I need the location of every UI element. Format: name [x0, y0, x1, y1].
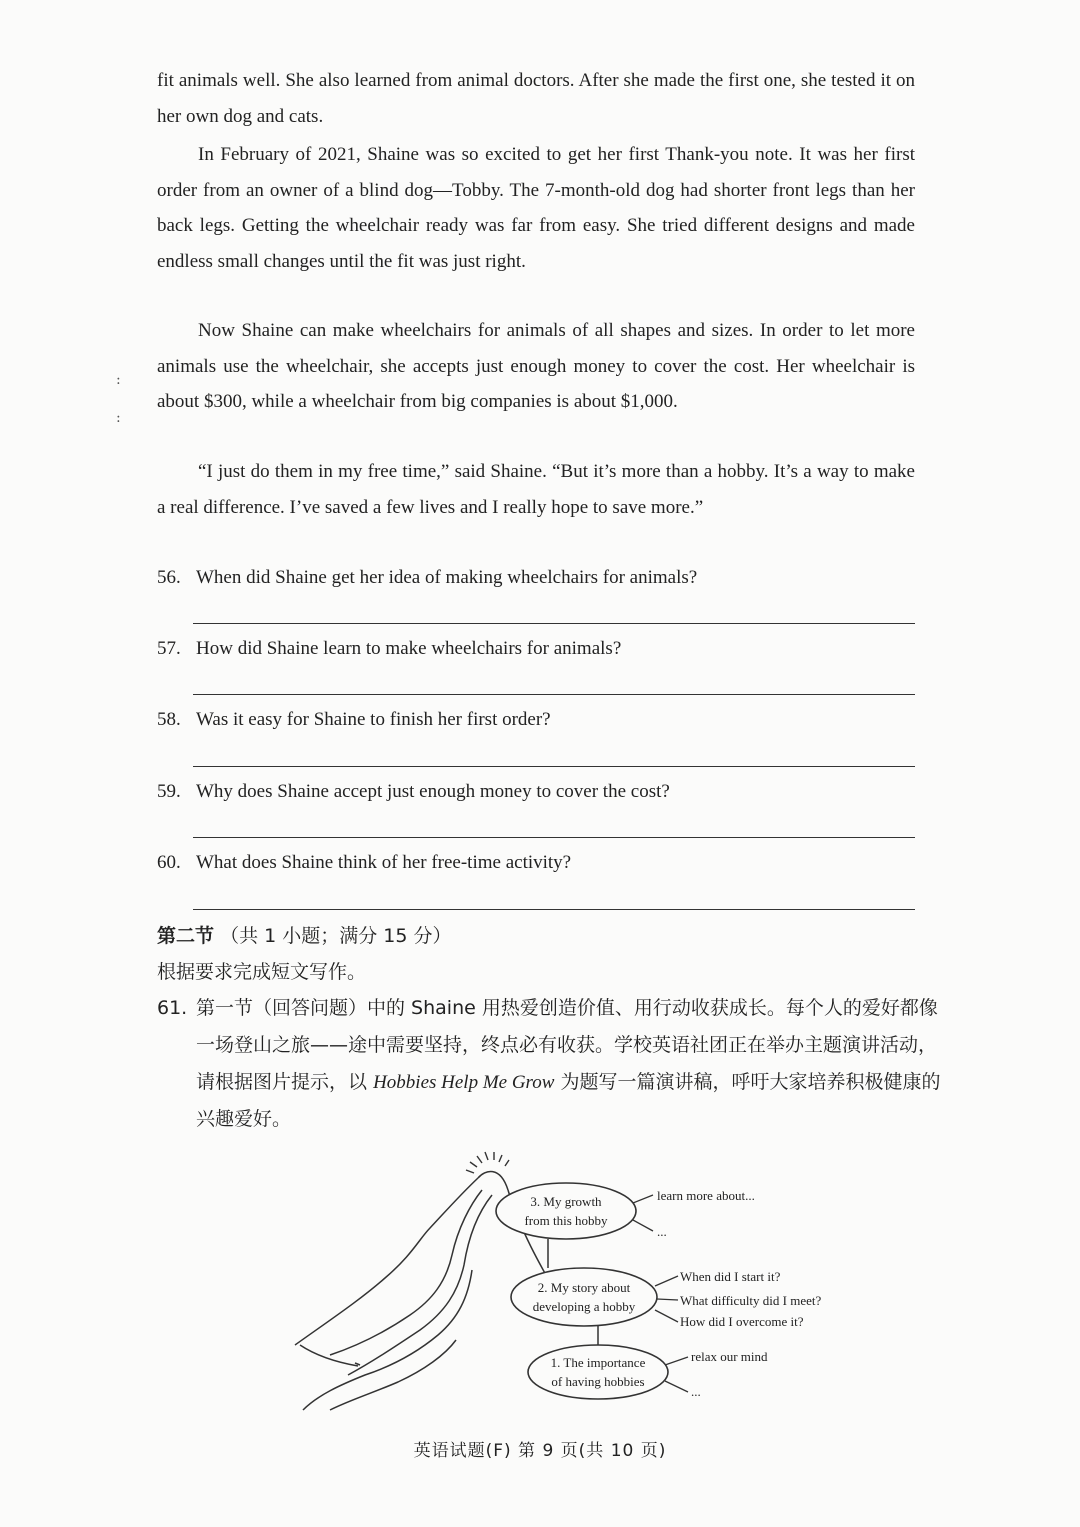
question-number: 57.: [157, 638, 181, 659]
node-2-hint-3: How did I overcome it?: [680, 1314, 804, 1329]
hint-line: [633, 1195, 653, 1203]
question-number: 56.: [157, 567, 181, 588]
node-2-line1: 2. My story about: [537, 1280, 631, 1295]
binding-mark: :: [116, 410, 121, 426]
sun-rays-icon: [466, 1152, 509, 1173]
node-2-hint-2: What difficulty did I meet?: [680, 1293, 822, 1308]
hint-line: [633, 1220, 653, 1231]
node-1-hint-2: ...: [691, 1384, 701, 1399]
hint-line: [655, 1310, 678, 1322]
section-instruction: 根据要求完成短文写作。: [157, 961, 367, 983]
node-3: [496, 1183, 636, 1239]
question-number: 61.: [157, 997, 188, 1019]
question-number: 59.: [157, 781, 181, 802]
node-1-hint-1: relax our mind: [691, 1349, 768, 1364]
hint-line: [665, 1357, 688, 1365]
binding-mark: :: [116, 372, 121, 388]
section-note: （共 1 小题；满分 15 分）: [220, 925, 452, 947]
question-number: 58.: [157, 709, 181, 730]
question-61-prompt: 第一节（回答问题）中的 Shaine 用热爱创造价值、用行动收获成长。每个人的爱好都像一场登山之旅——途中需要坚持，终点必有收获。学校英语社团正在举办主题演讲活动，请根据图片提示，以: [196, 997, 938, 1093]
hint-line: [657, 1299, 678, 1300]
hint-line: [665, 1381, 688, 1392]
essay-title: Hobbies Help Me Grow: [373, 1072, 555, 1093]
passage-paragraph-2: In February of 2021, Shaine was so excited to get her first Thank-you note. It was her first order from an owner of a blind dog—Tobby. The 7-month-old dog had shorter front legs than her back legs. Getting the wheelchair ready was far from easy. She tried different designs and made endless small changes until the fit was just right.: [157, 144, 915, 272]
question-text: Why does Shaine accept just enough money to cover the cost?: [196, 781, 670, 802]
node-1-line1: 1. The importance: [550, 1355, 646, 1370]
passage-paragraph-4: “I just do them in my free time,” said Shaine. “But it’s more than a hobby. It’s a way to make a real difference. I’ve saved a few lives and I really hope to save more.”: [157, 461, 915, 518]
page-footer: 英语试题(F) 第 9 页(共 10 页): [413, 1441, 667, 1461]
hint-line: [655, 1276, 678, 1286]
question-text: Was it easy for Shaine to finish her first order?: [196, 709, 551, 730]
question-text: What does Shaine think of her free-time activity?: [196, 852, 572, 873]
node-3-hint-1: learn more about...: [657, 1188, 755, 1203]
question-number: 60.: [157, 852, 181, 873]
question-text: How did Shaine learn to make wheelchairs for animals?: [196, 638, 622, 659]
section-title: 第二节: [157, 925, 215, 947]
node-1: [528, 1345, 668, 1399]
node-1-line2: of having hobbies: [551, 1374, 645, 1389]
node-2-hint-1: When did I start it?: [680, 1269, 781, 1284]
node-3-hint-2: ...: [657, 1224, 667, 1239]
node-2: [511, 1268, 657, 1326]
question-61-tail: 为题写一篇演讲稿，呼吁大家培养积极健康的兴趣爱好。: [196, 1071, 941, 1130]
node-3-line1: 3. My growth: [530, 1194, 602, 1209]
question-text: When did Shaine get her idea of making wheelchairs for animals?: [196, 567, 698, 588]
node-3-line2: from this hobby: [524, 1213, 608, 1228]
passage-paragraph-3: Now Shaine can make wheelchairs for animals of all shapes and sizes. In order to let more animals use the wheelchair, she accepts just enough money to cover the cost. Her wheelchair is about $300, while a wheelchair from big companies is about $1,000.: [157, 320, 915, 412]
node-2-line2: developing a hobby: [532, 1299, 636, 1314]
passage-paragraph-1: fit animals well. She also learned from animal doctors. After she made the first one, she tested it on her own dog and cats.: [157, 70, 915, 127]
